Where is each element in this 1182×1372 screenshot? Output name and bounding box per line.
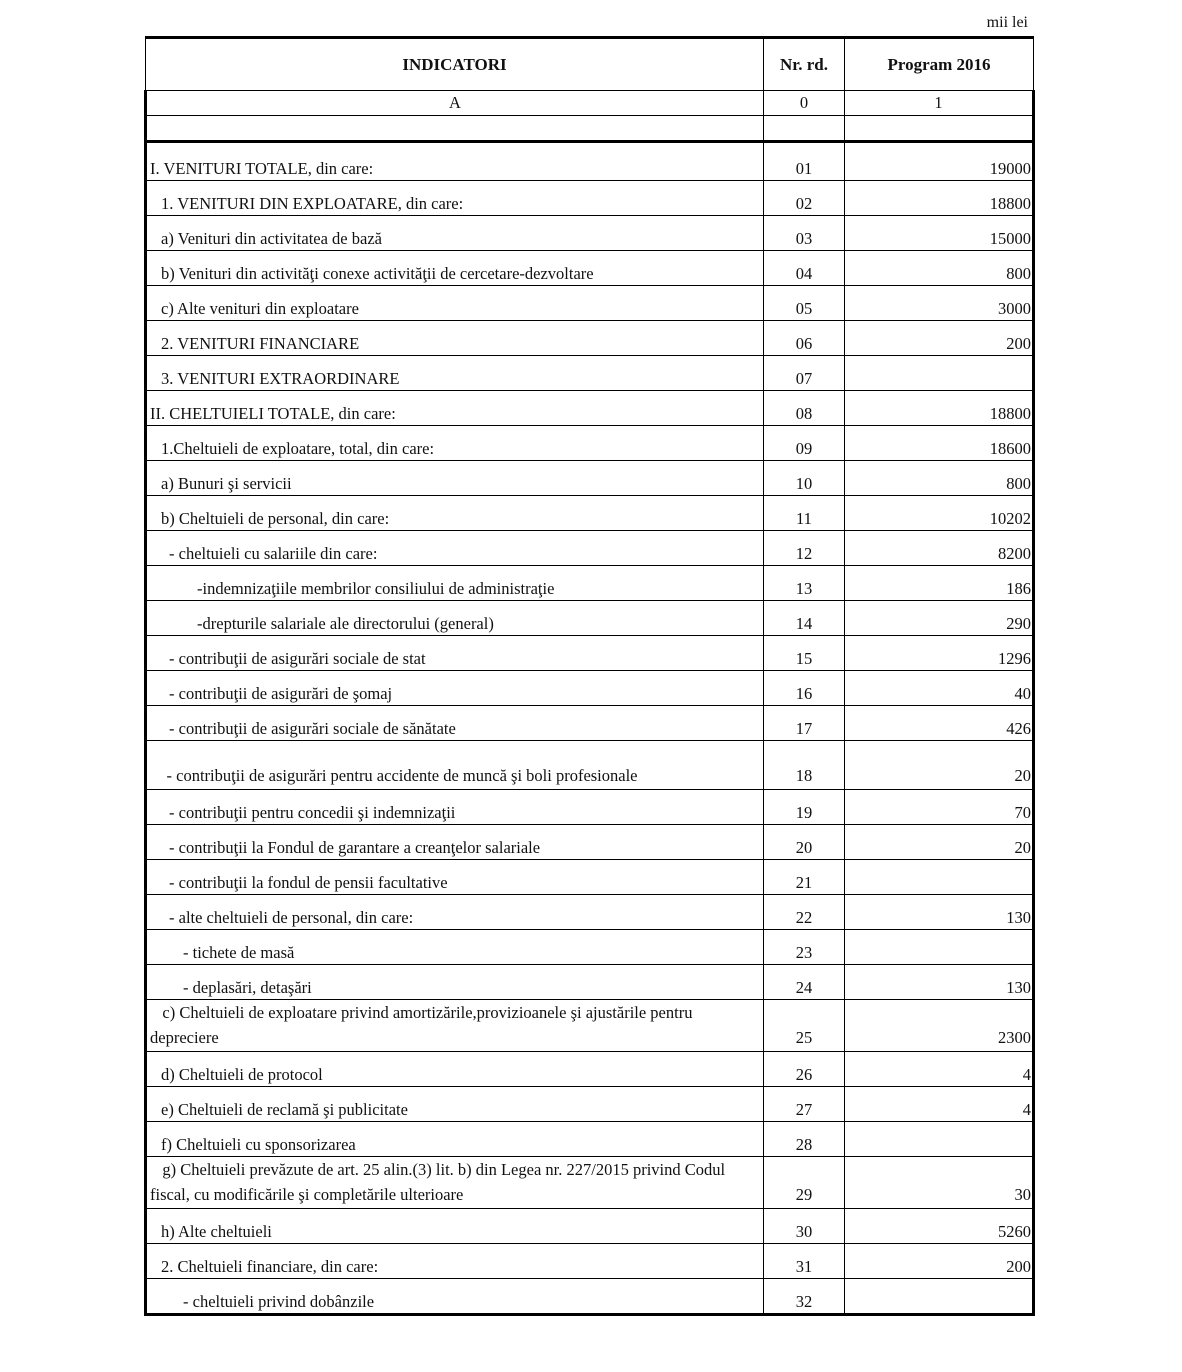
row-number-cell: 24	[764, 965, 845, 1000]
indicator-cell: II. CHELTUIELI TOTALE, din care:	[146, 391, 764, 426]
table-row	[146, 356, 1034, 391]
row-number-cell: 31	[764, 1244, 845, 1279]
indicator-cell: - contribuţii la Fondul de garantare a creanţelor salariale	[146, 825, 764, 860]
indicator-cell: - contribuţii de asigurări de şomaj	[146, 671, 764, 706]
row-number-cell: 16	[764, 671, 845, 706]
indicator-cell: -indemnizaţiile membrilor consiliului de administraţie	[146, 566, 764, 601]
program-value-cell: 18600	[845, 426, 1034, 461]
row-number-cell: 11	[764, 496, 845, 531]
row-number-cell: 23	[764, 930, 845, 965]
row-number-cell: 03	[764, 216, 845, 251]
indicator-cell: b) Venituri din activităţi conexe activităţii de cercetare-dezvoltare	[146, 251, 764, 286]
program-value-cell: 15000	[845, 216, 1034, 251]
row-number-cell: 20	[764, 825, 845, 860]
indicator-cell: - contribuţii la fondul de pensii facultative	[146, 860, 764, 895]
table-row	[146, 1209, 1034, 1244]
row-number-cell: 02	[764, 181, 845, 216]
table-row	[146, 1052, 1034, 1087]
table-row	[146, 790, 1034, 825]
indicator-cell: -drepturile salariale ale directorului (general)	[146, 601, 764, 636]
program-value-cell: 10202	[845, 496, 1034, 531]
row-number-cell: 05	[764, 286, 845, 321]
table-row	[146, 706, 1034, 741]
table-row	[146, 601, 1034, 636]
row-number-cell: 12	[764, 531, 845, 566]
row-number-cell: 14	[764, 601, 845, 636]
table-row	[146, 825, 1034, 860]
program-value-cell: 18800	[845, 391, 1034, 426]
row-number-cell: 26	[764, 1052, 845, 1087]
row-number-cell: 07	[764, 356, 845, 391]
table-row	[146, 181, 1034, 216]
program-value-cell: 200	[845, 1244, 1034, 1279]
row-number-cell: 21	[764, 860, 845, 895]
header-row-number: Nr. rd.	[764, 38, 845, 91]
table-row	[146, 142, 1034, 181]
indicator-cell: e) Cheltuieli de reclamă şi publicitate	[146, 1087, 764, 1122]
budget-table	[144, 36, 1035, 1316]
row-number-cell: 19	[764, 790, 845, 825]
row-number-cell: 22	[764, 895, 845, 930]
indicator-cell: - cheltuieli cu salariile din care:	[146, 531, 764, 566]
table-row	[146, 671, 1034, 706]
program-value-cell	[845, 930, 1034, 965]
indicator-cell: I. VENITURI TOTALE, din care:	[146, 142, 764, 181]
indicator-cell: a) Venituri din activitatea de bază	[146, 216, 764, 251]
indicator-cell: 3. VENITURI EXTRAORDINARE	[146, 356, 764, 391]
table-row	[146, 636, 1034, 671]
program-value-cell: 2300	[845, 1000, 1034, 1052]
row-number-cell: 01	[764, 142, 845, 181]
program-value-cell	[845, 1279, 1034, 1315]
indicator-cell: 1.Cheltuieli de exploatare, total, din care:	[146, 426, 764, 461]
indicator-cell: d) Cheltuieli de protocol	[146, 1052, 764, 1087]
row-number-cell: 06	[764, 321, 845, 356]
indicator-cell: - contribuţii de asigurări sociale de stat	[146, 636, 764, 671]
table-row	[146, 566, 1034, 601]
table-body	[146, 142, 1034, 1315]
indicator-cell: - contribuţii pentru concedii şi indemnizaţii	[146, 790, 764, 825]
program-value-cell: 290	[845, 601, 1034, 636]
indicator-cell: - tichete de masă	[146, 930, 764, 965]
row-number-cell: 30	[764, 1209, 845, 1244]
program-value-cell: 200	[845, 321, 1034, 356]
unit-note: mii lei	[986, 14, 1028, 31]
program-value-cell: 70	[845, 790, 1034, 825]
header-row	[146, 38, 1034, 91]
column-code-a: A	[146, 91, 764, 116]
table-row	[146, 895, 1034, 930]
indicator-cell: - contribuţii de asigurări sociale de sănătate	[146, 706, 764, 741]
program-value-cell: 5260	[845, 1209, 1034, 1244]
table-row	[146, 461, 1034, 496]
table-row	[146, 1000, 1034, 1052]
program-value-cell: 800	[845, 461, 1034, 496]
indicator-cell: a) Bunuri şi servicii	[146, 461, 764, 496]
program-value-cell: 3000	[845, 286, 1034, 321]
program-value-cell: 40	[845, 671, 1034, 706]
program-value-cell: 800	[845, 251, 1034, 286]
indicator-cell: 2. VENITURI FINANCIARE	[146, 321, 764, 356]
row-number-cell: 09	[764, 426, 845, 461]
indicator-cell: 1. VENITURI DIN EXPLOATARE, din care:	[146, 181, 764, 216]
row-number-cell: 08	[764, 391, 845, 426]
indicator-cell: h) Alte cheltuieli	[146, 1209, 764, 1244]
table-row	[146, 741, 1034, 790]
table-row	[146, 1122, 1034, 1157]
program-value-cell: 426	[845, 706, 1034, 741]
table-row	[146, 1157, 1034, 1209]
row-number-cell: 27	[764, 1087, 845, 1122]
indicator-cell: - alte cheltuieli de personal, din care:	[146, 895, 764, 930]
table-row	[146, 1244, 1034, 1279]
program-value-cell: 4	[845, 1052, 1034, 1087]
indicator-cell: 2. Cheltuieli financiare, din care:	[146, 1244, 764, 1279]
program-value-cell: 4	[845, 1087, 1034, 1122]
program-value-cell	[845, 356, 1034, 391]
program-value-cell	[845, 1122, 1034, 1157]
program-value-cell: 19000	[845, 142, 1034, 181]
row-number-cell: 28	[764, 1122, 845, 1157]
indicator-cell: - deplasări, detaşări	[146, 965, 764, 1000]
table-row	[146, 930, 1034, 965]
table-row	[146, 1279, 1034, 1315]
row-number-cell: 18	[764, 741, 845, 790]
spacer-cell	[146, 116, 764, 142]
table-row	[146, 1087, 1034, 1122]
indicator-cell: - contribuţii de asigurări pentru accidente de muncă şi boli profesionale	[146, 741, 764, 790]
program-value-cell: 1296	[845, 636, 1034, 671]
column-code-1: 1	[845, 91, 1034, 116]
table-row	[146, 251, 1034, 286]
table-row	[146, 286, 1034, 321]
program-value-cell: 30	[845, 1157, 1034, 1209]
spacer-cell	[764, 116, 845, 142]
header-indicators: INDICATORI	[146, 38, 764, 91]
row-number-cell: 17	[764, 706, 845, 741]
indicator-cell: c) Cheltuieli de exploatare privind amortizările,provizioanele şi ajustările pentru depreciere	[146, 1000, 764, 1052]
indicator-cell: c) Alte venituri din exploatare	[146, 286, 764, 321]
table-row	[146, 965, 1034, 1000]
column-code-row	[146, 91, 1034, 116]
table-row	[146, 216, 1034, 251]
row-number-cell: 25	[764, 1000, 845, 1052]
table-row	[146, 860, 1034, 895]
row-number-cell: 13	[764, 566, 845, 601]
row-number-cell: 15	[764, 636, 845, 671]
indicator-cell: g) Cheltuieli prevăzute de art. 25 alin.(3) lit. b) din Legea nr. 227/2015 privind Codul fiscal, cu modificările şi completările ulterioare	[146, 1157, 764, 1209]
table-row	[146, 496, 1034, 531]
row-number-cell: 10	[764, 461, 845, 496]
program-value-cell: 20	[845, 825, 1034, 860]
table-row	[146, 426, 1034, 461]
spacer-row	[146, 116, 1034, 142]
row-number-cell: 32	[764, 1279, 845, 1315]
program-value-cell: 8200	[845, 531, 1034, 566]
indicator-cell: f) Cheltuieli cu sponsorizarea	[146, 1122, 764, 1157]
table-row	[146, 531, 1034, 566]
indicator-cell: - cheltuieli privind dobânzile	[146, 1279, 764, 1315]
header-program: Program 2016	[845, 38, 1034, 91]
program-value-cell: 18800	[845, 181, 1034, 216]
program-value-cell: 20	[845, 741, 1034, 790]
program-value-cell: 130	[845, 895, 1034, 930]
table-row	[146, 391, 1034, 426]
program-value-cell	[845, 860, 1034, 895]
row-number-cell: 04	[764, 251, 845, 286]
indicator-cell: b) Cheltuieli de personal, din care:	[146, 496, 764, 531]
row-number-cell: 29	[764, 1157, 845, 1209]
spacer-cell	[845, 116, 1034, 142]
table-row	[146, 321, 1034, 356]
program-value-cell: 186	[845, 566, 1034, 601]
column-code-0: 0	[764, 91, 845, 116]
program-value-cell: 130	[845, 965, 1034, 1000]
